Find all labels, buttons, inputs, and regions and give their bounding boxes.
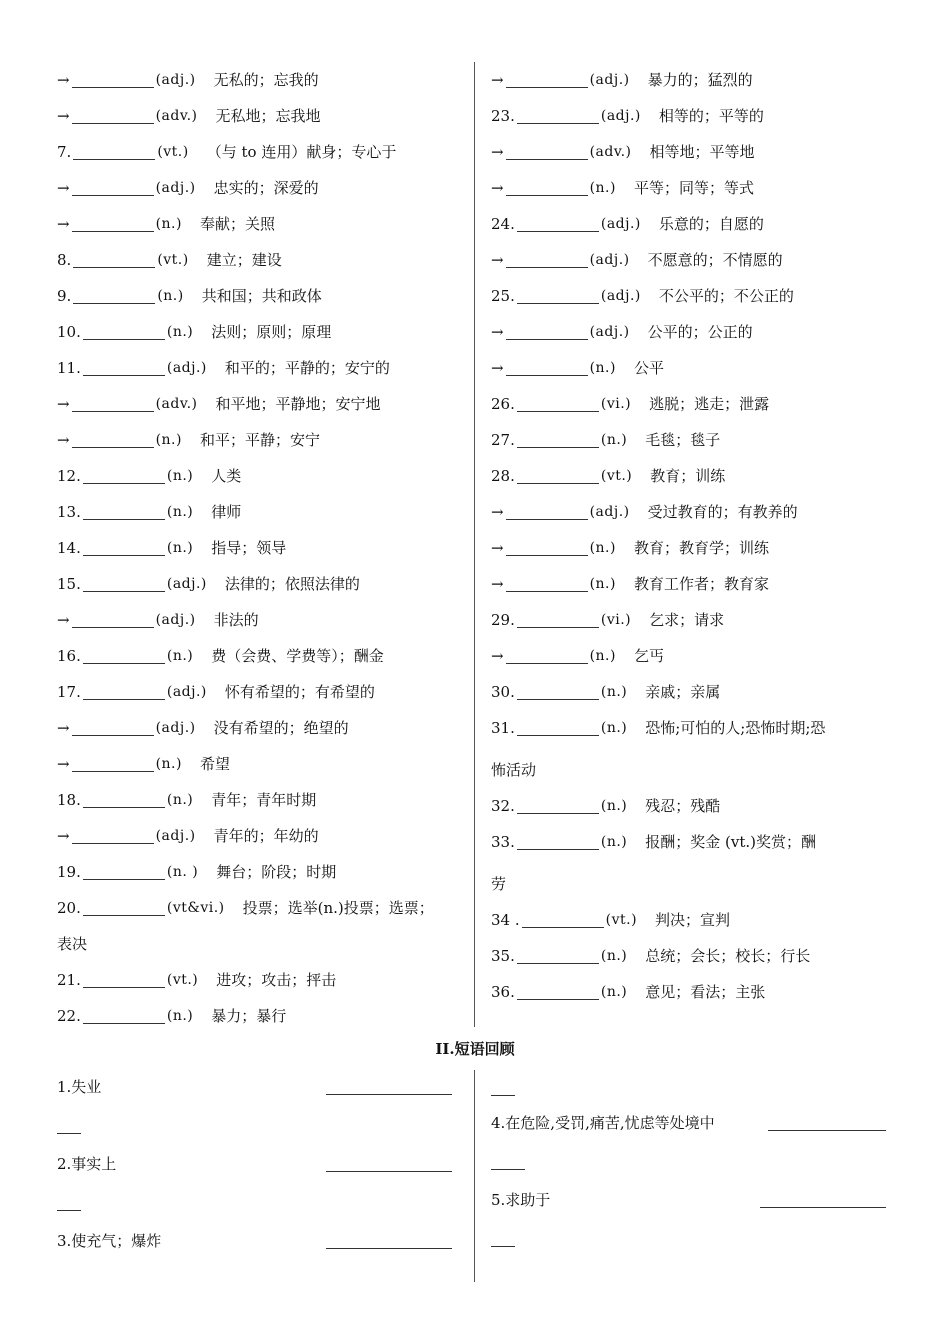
- meaning-text: 恐怖;可怕的人;恐怖时期;恐: [645, 719, 826, 737]
- vocab-column-left: [57, 62, 467, 1034]
- meaning-text: 无私的；忘我的: [213, 71, 319, 89]
- part-of-speech: (vt&vi.): [166, 900, 225, 916]
- part-of-speech: (adj.): [155, 720, 196, 736]
- answer-blank[interactable]: [72, 613, 154, 628]
- vocab-row: [57, 530, 467, 566]
- item-number: 18.: [57, 791, 81, 809]
- vocab-row: [57, 494, 467, 530]
- meaning-text: 法则；原则；原理: [211, 323, 332, 341]
- meaning-text: 青年的；年幼的: [213, 827, 319, 845]
- answer-blank[interactable]: [506, 181, 588, 196]
- part-of-speech: (n.): [600, 720, 628, 736]
- meaning-text: 暴力的；猛烈的: [647, 71, 753, 89]
- vocab-row: [57, 242, 467, 278]
- part-of-speech: (n.): [589, 540, 616, 556]
- meaning-text: 乞丐: [633, 647, 664, 665]
- part-of-speech: (vi.): [600, 612, 632, 628]
- item-number: 15.: [57, 575, 81, 593]
- item-number: 29.: [491, 611, 515, 629]
- item-number: →: [57, 755, 70, 773]
- phrase-answer-line[interactable]: [326, 1094, 452, 1095]
- answer-blank[interactable]: [517, 799, 599, 814]
- item-number: →: [491, 647, 504, 665]
- vocab-row: [491, 206, 901, 242]
- answer-blank[interactable]: [73, 145, 155, 160]
- vocab-row: [57, 206, 467, 242]
- meaning-text: 报酬；奖金 (vt.)奖赏；酬: [645, 833, 816, 851]
- meaning-text: 意见；看法；主张: [645, 983, 766, 1001]
- part-of-speech: (adv.): [155, 396, 198, 412]
- item-number: 10.: [57, 323, 81, 341]
- vocab-column-right: [491, 62, 901, 1010]
- vocab-row-continuation: [491, 860, 901, 902]
- phrase-answer-line[interactable]: [768, 1130, 886, 1131]
- answer-blank[interactable]: [506, 649, 588, 664]
- answer-blank[interactable]: [517, 397, 599, 412]
- phrase-answer-line[interactable]: [326, 1171, 452, 1172]
- answer-blank[interactable]: [83, 325, 165, 340]
- meaning-text: 律师: [211, 503, 242, 521]
- phrase-label: 2.事实上: [57, 1155, 117, 1173]
- answer-blank[interactable]: [83, 973, 165, 988]
- part-of-speech: (adj.): [589, 72, 630, 88]
- vocab-row: [57, 998, 467, 1034]
- vocab-row: [491, 674, 901, 710]
- meaning-text: 教育工作者；教育家: [633, 575, 769, 593]
- item-number: →: [491, 251, 504, 269]
- phrase-answer-line-cont[interactable]: [57, 1133, 81, 1134]
- answer-blank[interactable]: [73, 289, 155, 304]
- meaning-text: 公平的；公正的: [647, 323, 753, 341]
- part-of-speech: (n.): [589, 360, 616, 376]
- answer-blank[interactable]: [506, 145, 588, 160]
- vocab-row: [491, 938, 901, 974]
- column-divider-top: [474, 62, 475, 1027]
- meaning-text: 不公平的；不公正的: [658, 287, 794, 305]
- phrase-answer-line-cont[interactable]: [491, 1246, 515, 1247]
- item-number: →: [57, 827, 70, 845]
- meaning-text: 无私地；忘我地: [215, 107, 321, 125]
- vocab-row: [57, 278, 467, 314]
- part-of-speech: (n.): [166, 540, 194, 556]
- item-number: →: [57, 395, 70, 413]
- vocab-row: [491, 902, 901, 938]
- item-number: →: [57, 431, 70, 449]
- part-of-speech: (vt.): [166, 972, 199, 988]
- vocab-row: [491, 242, 901, 278]
- part-of-speech: (n.): [600, 948, 628, 964]
- meaning-text: 法律的；依照法律的: [224, 575, 360, 593]
- answer-blank[interactable]: [83, 505, 165, 520]
- answer-blank[interactable]: [83, 577, 165, 592]
- vocab-row: [57, 134, 467, 170]
- meaning-text: 青年；青年时期: [211, 791, 317, 809]
- answer-blank[interactable]: [72, 757, 154, 772]
- item-number: →: [491, 359, 504, 377]
- item-number: 35.: [491, 947, 515, 965]
- item-number: →: [491, 503, 504, 521]
- item-number: 17.: [57, 683, 81, 701]
- part-of-speech: (adv.): [589, 144, 632, 160]
- item-number: →: [491, 575, 504, 593]
- part-of-speech: (n.): [600, 432, 628, 448]
- phrase-answer-line[interactable]: [326, 1248, 452, 1249]
- meaning-text: 毛毯；毯子: [645, 431, 721, 449]
- part-of-speech: (adj.): [155, 72, 196, 88]
- item-number: 28.: [491, 467, 515, 485]
- answer-blank[interactable]: [83, 685, 165, 700]
- phrase-answer-line-cont[interactable]: [491, 1169, 525, 1170]
- item-number: 7.: [57, 143, 72, 161]
- part-of-speech: (vi.): [600, 396, 632, 412]
- meaning-text: 教育；教育学；训练: [633, 539, 769, 557]
- answer-blank[interactable]: [517, 469, 599, 484]
- part-of-speech: (n.): [155, 216, 182, 232]
- answer-blank[interactable]: [506, 505, 588, 520]
- vocab-row: [491, 602, 901, 638]
- answer-blank[interactable]: [517, 685, 599, 700]
- meaning-text: 忠实的；深爱的: [213, 179, 319, 197]
- phrase-label: 5.求助于: [491, 1191, 551, 1209]
- item-number: →: [491, 179, 504, 197]
- answer-blank[interactable]: [506, 361, 588, 376]
- meaning-text: 相等的；平等的: [658, 107, 764, 125]
- item-number: 9.: [57, 287, 72, 305]
- answer-blank[interactable]: [517, 613, 599, 628]
- vocab-row: [491, 638, 901, 674]
- answer-blank[interactable]: [517, 835, 599, 850]
- answer-blank[interactable]: [506, 541, 588, 556]
- part-of-speech: (n.): [155, 432, 182, 448]
- phrase-answer-line-cont[interactable]: [57, 1210, 81, 1211]
- part-of-speech: (adj.): [155, 612, 196, 628]
- item-number: →: [57, 611, 70, 629]
- part-of-speech: (n.): [600, 984, 628, 1000]
- vocab-row: [491, 62, 901, 98]
- answer-blank[interactable]: [522, 913, 604, 928]
- vocab-row: [491, 314, 901, 350]
- meaning-text: 公平: [633, 359, 664, 377]
- item-number: 11.: [57, 359, 81, 377]
- item-number: 19.: [57, 863, 81, 881]
- vocab-row: [491, 458, 901, 494]
- answer-blank[interactable]: [73, 253, 155, 268]
- answer-blank[interactable]: [506, 577, 588, 592]
- vocab-row: [57, 566, 467, 602]
- meaning-text: 和平；平静；安宁: [199, 431, 320, 449]
- vocab-row: [491, 974, 901, 1010]
- item-number: →: [491, 323, 504, 341]
- vocab-row: [491, 530, 901, 566]
- part-of-speech: (adj.): [166, 576, 207, 592]
- part-of-speech: (n. ): [166, 864, 199, 880]
- meaning-text: 舞台；阶段；时期: [216, 863, 337, 881]
- vocab-row: [491, 170, 901, 206]
- answer-blank[interactable]: [517, 721, 599, 736]
- item-number: 22.: [57, 1007, 81, 1025]
- vocab-row: [491, 386, 901, 422]
- part-of-speech: (n.): [600, 834, 628, 850]
- meaning-text: 残忍；残酷: [645, 797, 721, 815]
- meaning-text: 希望: [199, 755, 230, 773]
- part-of-speech: (n.): [589, 180, 616, 196]
- meaning-text: 逃脱；逃走；泄露: [649, 395, 770, 413]
- meaning-text: 受过教育的；有教养的: [647, 503, 798, 521]
- answer-blank[interactable]: [517, 217, 599, 232]
- item-number: →: [57, 71, 70, 89]
- item-number: →: [57, 107, 70, 125]
- item-number: 21.: [57, 971, 81, 989]
- meaning-text: 奉献；关照: [199, 215, 275, 233]
- phrase-label: 4.在危险,受罚,痛苦,忧虑等处境中: [491, 1114, 715, 1132]
- vocab-row: [491, 98, 901, 134]
- phrase-label: 1.失业: [57, 1078, 102, 1096]
- answer-blank[interactable]: [72, 721, 154, 736]
- answer-blank[interactable]: [72, 109, 154, 124]
- vocab-row: [57, 890, 467, 926]
- vocab-row: [57, 782, 467, 818]
- meaning-text: 不愿意的；不情愿的: [647, 251, 783, 269]
- part-of-speech: (n.): [157, 288, 184, 304]
- item-number: 27.: [491, 431, 515, 449]
- answer-blank[interactable]: [72, 181, 154, 196]
- answer-blank[interactable]: [83, 793, 165, 808]
- phrase-answer-line-cont[interactable]: [491, 1095, 515, 1096]
- meaning-text: 进攻；攻击；抨击: [216, 971, 337, 989]
- item-number: 23.: [491, 107, 515, 125]
- answer-blank[interactable]: [72, 217, 154, 232]
- part-of-speech: (vt.): [157, 144, 189, 160]
- vocab-row: [57, 350, 467, 386]
- item-number: 12.: [57, 467, 81, 485]
- answer-blank[interactable]: [517, 289, 599, 304]
- answer-blank[interactable]: [83, 649, 165, 664]
- meaning-text: 乐意的；自愿的: [658, 215, 764, 233]
- item-number: 13.: [57, 503, 81, 521]
- part-of-speech: (adj.): [600, 288, 641, 304]
- vocab-row-continuation: [57, 926, 467, 962]
- part-of-speech: (adj.): [589, 504, 630, 520]
- part-of-speech: (n.): [166, 504, 194, 520]
- answer-blank[interactable]: [83, 901, 165, 916]
- item-number: 16.: [57, 647, 81, 665]
- vocab-row: [57, 170, 467, 206]
- vocab-row: [57, 710, 467, 746]
- meaning-text: 怀有希望的；有希望的: [224, 683, 375, 701]
- meaning-text: 建立；建设: [206, 251, 282, 269]
- meaning-text: 相等地；平等地: [649, 143, 755, 161]
- item-number: 31.: [491, 719, 515, 737]
- item-number: 25.: [491, 287, 515, 305]
- item-number: 24.: [491, 215, 515, 233]
- part-of-speech: (n.): [166, 324, 194, 340]
- meaning-text: 非法的: [213, 611, 259, 629]
- meaning-text: 劳: [491, 875, 507, 893]
- answer-blank[interactable]: [72, 397, 154, 412]
- vocab-row: [57, 962, 467, 998]
- item-number: 14.: [57, 539, 81, 557]
- meaning-text: 怖活动: [491, 761, 537, 779]
- part-of-speech: (n.): [589, 576, 616, 592]
- vocab-row: [491, 566, 901, 602]
- meaning-text: 投票；选举(n.)投票；选票；: [242, 899, 434, 917]
- answer-blank[interactable]: [83, 469, 165, 484]
- meaning-text: 费（会费、学费等）；酬金: [211, 647, 384, 665]
- phrase-label: 3.使充气；爆炸: [57, 1232, 162, 1250]
- item-number: 8.: [57, 251, 72, 269]
- meaning-text: 和平地；平静地；安宁地: [215, 395, 381, 413]
- part-of-speech: (n.): [600, 798, 628, 814]
- part-of-speech: (adj.): [600, 108, 641, 124]
- meaning-text: 平等；同等；等式: [633, 179, 754, 197]
- vocab-row: [491, 422, 901, 458]
- vocab-row-continuation: [491, 746, 901, 788]
- item-number: 36.: [491, 983, 515, 1001]
- vocab-row: [57, 98, 467, 134]
- vocab-row: [57, 854, 467, 890]
- part-of-speech: (n.): [155, 756, 182, 772]
- vocab-row: [491, 134, 901, 170]
- answer-blank[interactable]: [506, 325, 588, 340]
- vocab-row: [57, 314, 467, 350]
- item-number: 32.: [491, 797, 515, 815]
- part-of-speech: (n.): [600, 684, 628, 700]
- answer-blank[interactable]: [83, 865, 165, 880]
- vocab-row: [57, 818, 467, 854]
- meaning-text: 判决；宣判: [655, 911, 731, 929]
- part-of-speech: (n.): [166, 792, 194, 808]
- answer-blank[interactable]: [83, 1009, 165, 1024]
- answer-blank[interactable]: [72, 73, 154, 88]
- answer-blank[interactable]: [72, 433, 154, 448]
- answer-blank[interactable]: [83, 541, 165, 556]
- meaning-text: 暴力；暴行: [211, 1007, 287, 1025]
- vocab-row: [491, 710, 901, 746]
- part-of-speech: (adv.): [155, 108, 198, 124]
- item-number: →: [491, 539, 504, 557]
- part-of-speech: (adj.): [155, 180, 196, 196]
- phrase-answer-line[interactable]: [760, 1207, 886, 1208]
- part-of-speech: (adj.): [166, 684, 207, 700]
- part-of-speech: (adj.): [589, 324, 630, 340]
- item-number: →: [57, 719, 70, 737]
- meaning-text: 指导；领导: [211, 539, 287, 557]
- item-number: 33.: [491, 833, 515, 851]
- item-number: →: [57, 179, 70, 197]
- item-number: →: [491, 143, 504, 161]
- item-number: →: [491, 71, 504, 89]
- answer-blank[interactable]: [517, 109, 599, 124]
- part-of-speech: (n.): [166, 648, 194, 664]
- part-of-speech: (vt.): [157, 252, 189, 268]
- meaning-text: 乞求；请求: [649, 611, 725, 629]
- answer-blank[interactable]: [72, 829, 154, 844]
- part-of-speech: (n.): [166, 468, 194, 484]
- item-number: 30.: [491, 683, 515, 701]
- vocab-row: [57, 746, 467, 782]
- section-title: II.短语回顾: [435, 1040, 515, 1058]
- item-number: →: [57, 215, 70, 233]
- meaning-text: 表决: [57, 935, 88, 953]
- part-of-speech: (adj.): [600, 216, 641, 232]
- vocab-row: [57, 422, 467, 458]
- meaning-text: 和平的；平静的；安宁的: [224, 359, 390, 377]
- meaning-text: 没有希望的；绝望的: [213, 719, 349, 737]
- meaning-text: 教育；训练: [650, 467, 726, 485]
- column-divider-bottom: [474, 1070, 475, 1282]
- vocab-row: [57, 458, 467, 494]
- vocab-row: [57, 674, 467, 710]
- vocab-row: [57, 386, 467, 422]
- answer-blank[interactable]: [517, 985, 599, 1000]
- vocab-row: [491, 350, 901, 386]
- part-of-speech: (adj.): [155, 828, 196, 844]
- vocab-row: [491, 824, 901, 860]
- item-number: 26.: [491, 395, 515, 413]
- part-of-speech: (vt.): [605, 912, 638, 928]
- part-of-speech: (adj.): [166, 360, 207, 376]
- meaning-text: 共和国；共和政体: [201, 287, 322, 305]
- item-number: 20.: [57, 899, 81, 917]
- vocab-row: [57, 62, 467, 98]
- vocab-row: [57, 638, 467, 674]
- answer-blank[interactable]: [517, 949, 599, 964]
- meaning-text: 亲戚；亲属: [645, 683, 721, 701]
- answer-blank[interactable]: [506, 73, 588, 88]
- part-of-speech: (n.): [589, 648, 616, 664]
- part-of-speech: (vt.): [600, 468, 633, 484]
- answer-blank[interactable]: [517, 433, 599, 448]
- answer-blank[interactable]: [506, 253, 588, 268]
- vocab-row: [491, 494, 901, 530]
- vocab-row: [491, 788, 901, 824]
- vocab-row: [491, 278, 901, 314]
- meaning-text: 人类: [211, 467, 242, 485]
- part-of-speech: (n.): [166, 1008, 194, 1024]
- part-of-speech: (adj.): [589, 252, 630, 268]
- meaning-text: （与 to 连用）献身；专心于: [206, 143, 397, 161]
- meaning-text: 总统；会长；校长；行长: [645, 947, 811, 965]
- vocab-row: [57, 602, 467, 638]
- answer-blank[interactable]: [83, 361, 165, 376]
- item-number: 34 .: [491, 911, 520, 929]
